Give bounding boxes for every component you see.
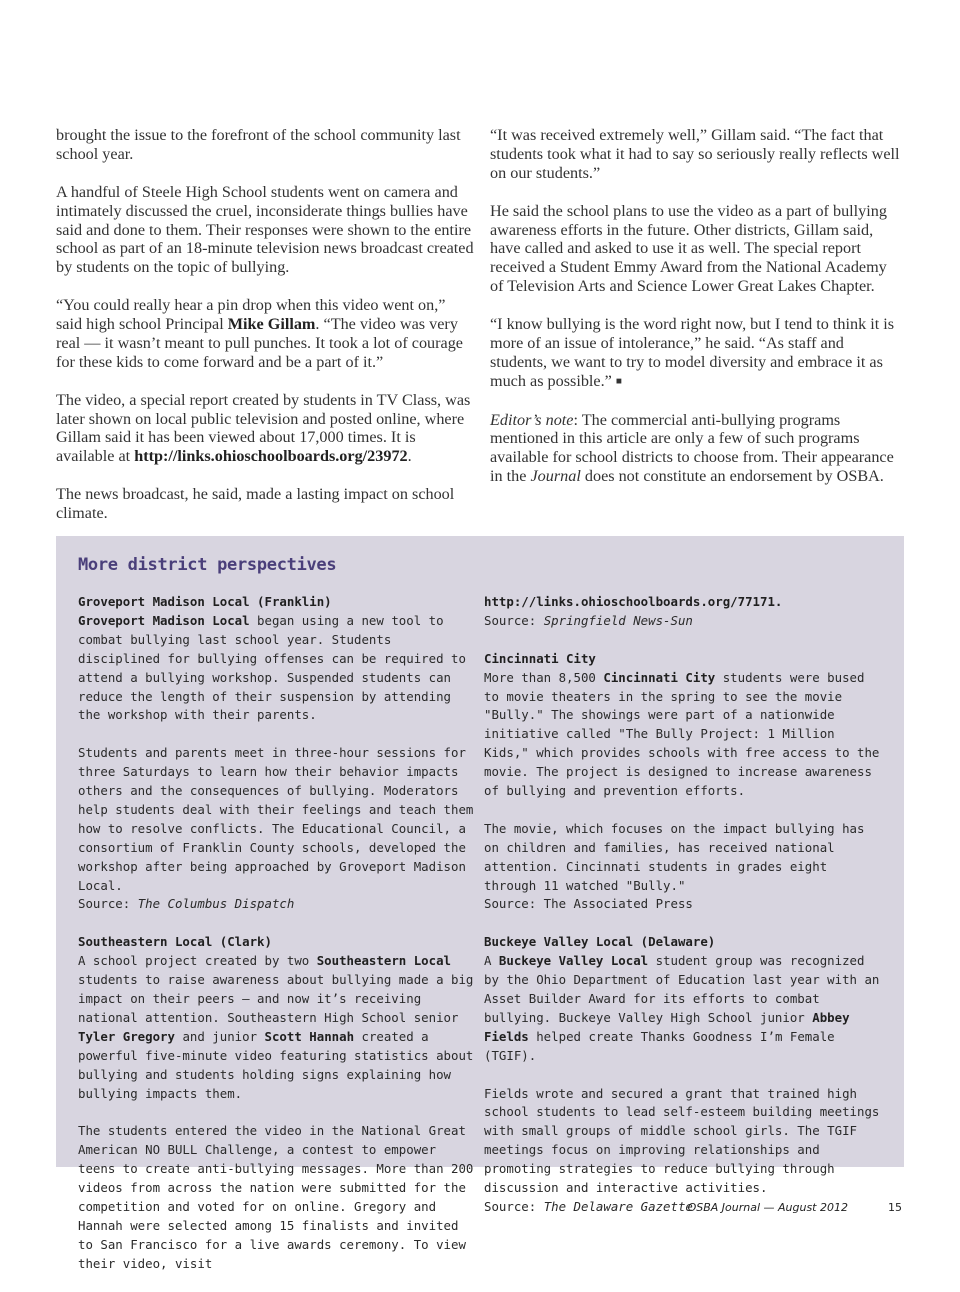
article-paragraph: “It was received extremely well,” Gillam said. “The fact that students took what it had to say so seriously really reflects well on our students.” bbox=[490, 126, 900, 182]
district-name: Buckeye Valley Local bbox=[498, 953, 649, 969]
article-column-right bbox=[490, 126, 904, 542]
text: and junior bbox=[174, 1028, 265, 1044]
person-name: Scott Hannah bbox=[264, 1028, 355, 1044]
district-heading-text: Buckeye Valley Local (Delaware) bbox=[484, 934, 716, 950]
text: created a powerful five-minute video featuring statistics about bullying and students holding signs explaining how bullying impacts them. bbox=[78, 1028, 474, 1101]
journal-title: Journal bbox=[530, 467, 581, 486]
text: . bbox=[407, 447, 412, 466]
district-name: Southeastern Local bbox=[316, 953, 451, 969]
page-number: 15 bbox=[888, 1201, 902, 1214]
district-paragraph bbox=[484, 669, 882, 801]
text: . “The video was very real — it wasn’t meant to pull punches. It took a lot of courage for these kids to come forward and be a part of it.” bbox=[56, 315, 463, 371]
source-label: Source: bbox=[484, 1198, 544, 1214]
district-heading bbox=[484, 933, 882, 952]
person-name: Tyler Gregory bbox=[78, 1028, 175, 1044]
article-body bbox=[56, 126, 904, 542]
article-paragraph: The news broadcast, he said, made a lasting impact on school climate. bbox=[56, 485, 455, 523]
sidebar-columns bbox=[78, 593, 882, 1292]
text: “I know bullying is the word right now, but I tend to think it is more of an issue of intolerance,” he said. “As staff and students, we want to try to model diversity and embrace it as much as possible.” bbox=[490, 315, 895, 390]
district-southeastern bbox=[78, 933, 476, 1273]
article-paragraph: A handful of Steele High School students went on camera and intimately discussed the cruel, inconsiderate things bullies have said and done to them. Their responses were shown to the entire school as part of an 18-minute television news broadcast created by students on the topic of bullying. bbox=[56, 182, 474, 277]
page-footer bbox=[688, 1201, 902, 1214]
text: More than 8,500 bbox=[484, 669, 604, 685]
district-paragraph bbox=[484, 952, 882, 1065]
district-paragraph bbox=[78, 952, 476, 1103]
district-groveport bbox=[78, 593, 476, 914]
article-paragraph: brought the issue to the forefront of the school community last school year. bbox=[56, 126, 461, 163]
district-heading-text: Cincinnati City bbox=[484, 650, 596, 666]
district-cincinnati bbox=[484, 650, 882, 915]
editors-note bbox=[490, 411, 904, 487]
district-heading bbox=[78, 593, 476, 612]
source-label: Source: bbox=[484, 612, 544, 628]
source-line: Source: The Associated Press bbox=[484, 896, 693, 912]
end-mark-icon: ■ bbox=[615, 375, 622, 387]
text: : The commercial anti-bullying programs mentioned in this article are only a few of such programs available for school districts to choose from. Their appearance in the bbox=[490, 410, 894, 486]
publication-info: OSBA Journal — August 2012 bbox=[687, 1201, 848, 1214]
article-paragraph bbox=[56, 391, 474, 467]
text: “You could really hear a pin drop when this video went on,” said high school Principal bbox=[56, 296, 446, 334]
article-column-left bbox=[56, 126, 474, 542]
district-paragraph bbox=[78, 744, 476, 914]
text: student group was recognized by the Ohio Department of Education last year with an Asset Builder Award for its efforts to combat bullying. Buckeye Valley High School junior bbox=[484, 953, 880, 1025]
district-paragraph: The students entered the video in the National Great American NO BULL Challenge, a contest to empower teens to create anti-bullying messages. More than 200 videos from across the nation were submitted for the competition and voted for on online. Gregory and Hannah were selected among 15 finalists and invited to San Francisco for a live awards ceremony. To view their video, visit bbox=[78, 1123, 474, 1271]
text: students to raise awareness about bullying made a big impact on their peers — and now it’s receiving national attention. Southeastern High School senior bbox=[78, 972, 474, 1025]
text: Students and parents meet in three-hour sessions for three Saturdays to learn how their behavior impacts others and the consequences of bullying. Moderators help students deal with their feelings and teach them how to resolve conflicts. The Educational Council, a consortium of Franklin County schools, developed the workshop after being approached by Groveport Madison Local. bbox=[78, 745, 474, 893]
sidebar-column-right bbox=[484, 593, 882, 1292]
district-heading bbox=[78, 933, 476, 952]
sidebar-column-left bbox=[78, 593, 476, 1292]
text: The video, a special report created by students in TV Class, was later shown on local public television and posted online, where Gillam said it has been viewed about 17,000 times. It is available at bbox=[56, 390, 471, 466]
sidebar-title: More district perspectives bbox=[78, 555, 337, 575]
district-paragraph bbox=[484, 593, 882, 631]
text: Fields wrote and secured a grant that trained high school students to lead self-esteem building meetings with small groups of middle school girls. The TGIF meetings focus on improving relationships and promoting strategies to reduce bullying through discussion and interactive activities. bbox=[484, 1085, 880, 1196]
text: A school project created by two bbox=[78, 953, 317, 969]
district-paragraph bbox=[484, 820, 882, 915]
article-paragraph bbox=[490, 315, 904, 392]
text: The movie, which focuses on the impact bullying has on children and families, has received national attention. Cincinnati students in grades eight through 11 watched "Bully." bbox=[484, 820, 865, 893]
district-heading-text: Southeastern Local (Clark) bbox=[78, 934, 272, 950]
text: helped create Thanks Goodness I’m Female (TGIF). bbox=[484, 1028, 835, 1063]
source-name: The Columbus Dispatch bbox=[137, 896, 295, 912]
source-label: Source: bbox=[78, 896, 138, 912]
district-name: Cincinnati City bbox=[603, 669, 716, 685]
district-paragraph bbox=[484, 1085, 882, 1217]
district-heading bbox=[484, 650, 882, 669]
video-link[interactable]: http://links.ohioschoolboards.org/77171. bbox=[484, 594, 783, 609]
source-name: The Delaware Gazette bbox=[543, 1198, 693, 1214]
article-paragraph: He said the school plans to use the video as a part of bullying awareness efforts in the future. Other districts, Gillam said, have called and asked to use it as well. The special report received a Student Emmy Award from the National Academy of Television Arts and Science Lower Great Lakes Chapter. bbox=[490, 201, 887, 296]
text: students were bused to movie theaters in the spring to see the movie "Bully." The showings were part of a nationwide initiative called "The Bully Project: 1 Million Kids," which provides schools with free access to the movie. The project is designed to increase awareness of bullying and prevention efforts. bbox=[484, 669, 880, 799]
video-link[interactable]: http://links.ohioschoolboards.org/23972 bbox=[134, 447, 408, 466]
source-name: Springfield News-Sun bbox=[543, 612, 693, 628]
person-name: Mike Gillam bbox=[227, 315, 316, 334]
person-name: Abbey Fields bbox=[484, 1009, 850, 1044]
district-buckeye bbox=[484, 933, 882, 1217]
article-paragraph bbox=[56, 296, 474, 372]
editors-note-label: Editor’s note bbox=[490, 410, 574, 429]
district-heading-text: Groveport Madison Local (Franklin) bbox=[78, 594, 332, 609]
text: does not constitute an endorsement by OSBA. bbox=[580, 467, 884, 486]
district-name: Groveport Madison Local bbox=[78, 612, 250, 628]
text: began using a new tool to combat bullying last school year. Students disciplined for bullying offenses can be required to attend a bullying workshop. Suspended students can reduce the length of their suspension by attending the workshop with their parents. bbox=[78, 612, 466, 723]
district-paragraph bbox=[78, 612, 476, 725]
text: A bbox=[484, 953, 499, 969]
